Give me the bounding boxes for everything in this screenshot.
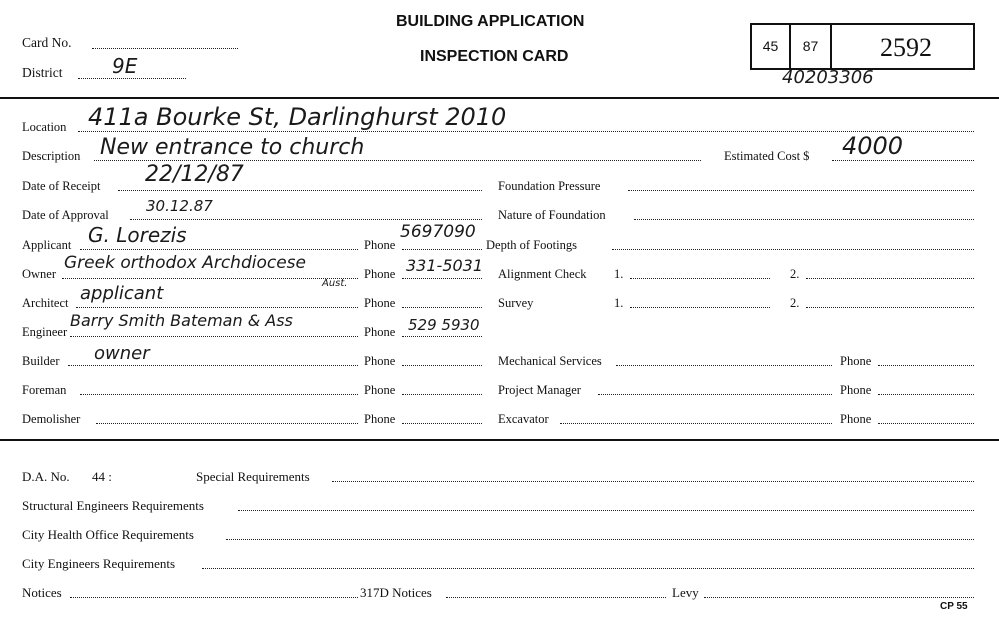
demolisher-line [96, 423, 358, 424]
engineer-phone-value: 529 5930 [408, 316, 480, 334]
alignment-2-line [806, 278, 974, 279]
date-approval-value: 30.12.87 [146, 197, 213, 215]
owner-value: Greek orthodox Archdiocese [64, 253, 306, 273]
notices-line [70, 597, 358, 598]
architect-value: applicant [80, 283, 164, 304]
box-divider-2 [830, 23, 832, 70]
excavator-phone-line [878, 423, 974, 424]
mechanical-phone-line [878, 365, 974, 366]
date-receipt-label: Date of Receipt [22, 179, 101, 193]
health-requirements-label: City Health Office Requirements [22, 527, 194, 542]
estimated-cost-label: Estimated Cost $ [724, 149, 810, 163]
city-engineers-label: City Engineers Requirements [22, 556, 176, 571]
builder-value: owner [94, 343, 150, 364]
demolisher-label: Demolisher [22, 412, 81, 426]
survey-2-line [806, 307, 974, 308]
levy-line [704, 597, 974, 598]
architect-phone-label: Phone [364, 296, 396, 310]
builder-label: Builder [22, 354, 60, 368]
engineer-phone-line [402, 336, 482, 337]
mechanical-line [616, 365, 832, 366]
handwritten-reference: 40203306 [782, 67, 874, 88]
applicant-line [80, 249, 358, 250]
engineer-phone-label: Phone [364, 325, 396, 339]
mechanical-phone-label: Phone [840, 354, 872, 368]
notices-317d-line [446, 597, 666, 598]
demolisher-phone-line [402, 423, 482, 424]
survey-2-label: 2. [790, 296, 800, 310]
date-receipt-value: 22/12/87 [145, 162, 244, 187]
health-requirements-line [226, 539, 974, 540]
card-number: 2592 [880, 33, 932, 62]
district-label: District [22, 65, 63, 80]
description-label: Description [22, 149, 81, 163]
box-code-1: 45 [762, 38, 779, 54]
district-value: 9E [112, 54, 138, 78]
nature-foundation-label: Nature of Foundation [498, 208, 606, 222]
survey-label: Survey [498, 296, 534, 310]
district-line [78, 78, 186, 79]
location-label: Location [22, 120, 67, 134]
project-manager-line [598, 394, 832, 395]
levy-label: Levy [672, 585, 699, 600]
title-line2: INSPECTION CARD [420, 48, 569, 65]
location-line [78, 131, 974, 132]
middle-divider [0, 439, 999, 441]
structural-requirements-label: Structural Engineers Requirements [22, 498, 204, 513]
engineer-line [70, 336, 358, 337]
city-engineers-line [202, 568, 974, 569]
special-requirements-label: Special Requirements [196, 469, 310, 484]
alignment-1-line [630, 278, 770, 279]
estimated-cost-line [832, 160, 974, 161]
owner-line [62, 278, 358, 279]
notices-317d-label: 317D Notices [360, 585, 432, 600]
owner-phone-label: Phone [364, 267, 396, 281]
date-approval-label: Date of Approval [22, 208, 109, 222]
owner-phone-value: 331-5031 [406, 256, 484, 275]
excavator-label: Excavator [498, 412, 549, 426]
project-manager-phone-line [878, 394, 974, 395]
alignment-check-label: Alignment Check [498, 267, 587, 281]
foundation-pressure-label: Foundation Pressure [498, 179, 601, 193]
architect-phone-line [402, 307, 482, 308]
alignment-2-label: 2. [790, 267, 800, 281]
box-code-2: 87 [802, 38, 819, 54]
nature-foundation-line [634, 219, 974, 220]
card-no-line [92, 48, 238, 49]
form-code: CP 55 [940, 601, 968, 612]
da-value: 44 : [92, 469, 112, 484]
demolisher-phone-label: Phone [364, 412, 396, 426]
depth-footings-line [612, 249, 974, 250]
location-value: 411a Bourke St, Darlinghurst 2010 [88, 103, 507, 131]
alignment-1-label: 1. [614, 267, 624, 281]
architect-line [76, 307, 358, 308]
project-manager-phone-label: Phone [840, 383, 872, 397]
engineer-value: Barry Smith Bateman & Ass [70, 311, 293, 330]
engineer-label: Engineer [22, 325, 68, 339]
owner-note: Aust. [322, 278, 348, 289]
applicant-phone-line [402, 249, 482, 250]
date-receipt-line [118, 190, 482, 191]
mechanical-label: Mechanical Services [498, 354, 602, 368]
survey-1-label: 1. [614, 296, 624, 310]
excavator-phone-label: Phone [840, 412, 872, 426]
special-requirements-line [332, 481, 974, 482]
da-label: D.A. No. [22, 469, 70, 484]
description-value: New entrance to church [100, 135, 365, 160]
foreman-phone-line [402, 394, 482, 395]
builder-line [68, 365, 358, 366]
applicant-phone-value: 5697090 [400, 222, 476, 242]
applicant-value: G. Lorezis [88, 223, 187, 247]
applicant-phone-label: Phone [364, 238, 396, 252]
survey-1-line [630, 307, 770, 308]
owner-phone-line [402, 278, 482, 279]
foreman-label: Foreman [22, 383, 67, 397]
notices-label: Notices [22, 585, 62, 600]
builder-phone-line [402, 365, 482, 366]
title-line1: BUILDING APPLICATION [396, 13, 585, 30]
description-line [94, 160, 701, 161]
structural-requirements-line [238, 510, 974, 511]
foundation-pressure-line [628, 190, 974, 191]
depth-footings-label: Depth of Footings [486, 238, 577, 252]
header-divider [0, 97, 999, 99]
project-manager-label: Project Manager [498, 383, 581, 397]
foreman-line [80, 394, 358, 395]
owner-label: Owner [22, 267, 57, 281]
excavator-line [560, 423, 832, 424]
card-no-label: Card No. [22, 35, 72, 50]
builder-phone-label: Phone [364, 354, 396, 368]
date-approval-line [130, 219, 482, 220]
estimated-cost-value: 4000 [842, 132, 904, 160]
architect-label: Architect [22, 296, 69, 310]
applicant-label: Applicant [22, 238, 72, 252]
foreman-phone-label: Phone [364, 383, 396, 397]
